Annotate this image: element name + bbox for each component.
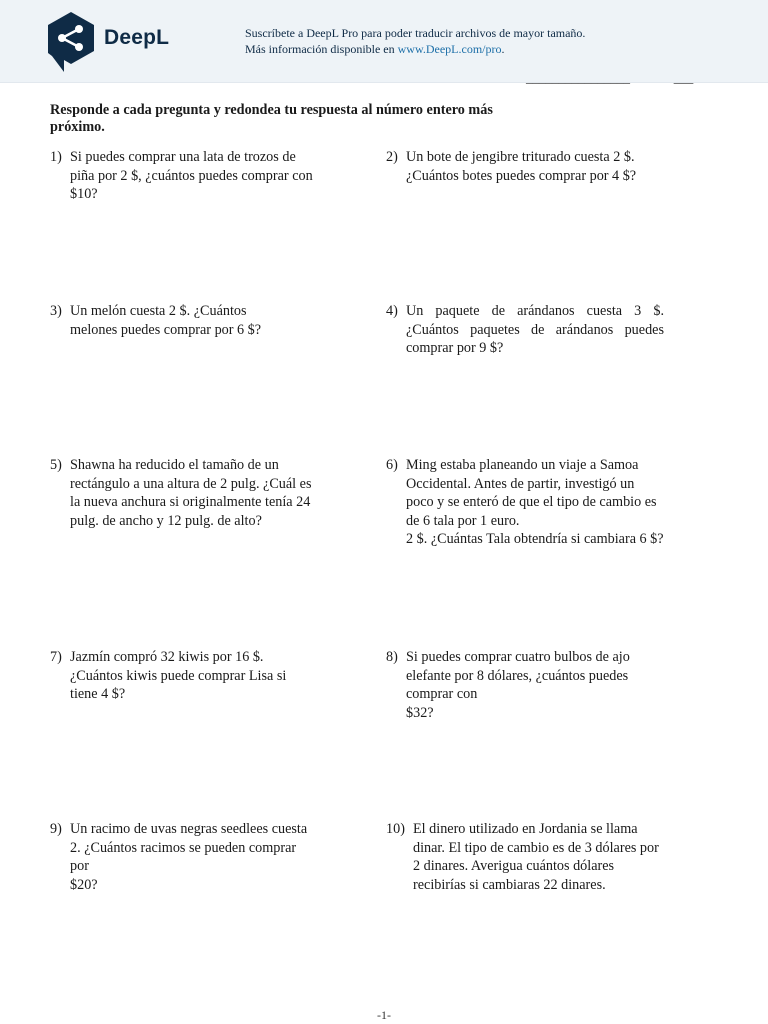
problem-line: tiene 4 $? [70, 686, 126, 702]
problem-line: El dinero utilizado en Jordania se llama [413, 821, 638, 837]
problem-line: pulg. de ancho y 12 pulg. de alto? [70, 512, 262, 529]
problem-number: 1) [50, 149, 62, 165]
deepl-brand-name: DeepL [104, 26, 170, 49]
problem-line: Un paquete de arándanos cuesta 3 $. [406, 303, 664, 319]
problem-number: 10) [386, 821, 405, 837]
problem-line: Un racimo de uvas negras seedlees cuesta [70, 821, 308, 837]
problem-line: comprar por 9 $? [406, 340, 504, 356]
problem-line: melones puedes comprar por 6 $? [70, 321, 262, 338]
problem-line: ¿Cuántos kiwis puede comprar Lisa si [70, 667, 287, 684]
problem-line: piña por 2 $, ¿cuántos puedes comprar con [70, 167, 313, 184]
problem-number: 6) [386, 457, 398, 473]
problem-number: 5) [50, 457, 62, 473]
deepl-logo-icon [44, 10, 98, 74]
promo-line-1: Suscríbete a DeepL Pro para poder traducir archivos de mayor tamaño. [245, 26, 586, 40]
problem-line: Shawna ha reducido el tamaño de un [70, 457, 279, 473]
problem-line: 2 dinares. Averigua cuántos dólares [413, 858, 615, 874]
problem-text [406, 148, 686, 185]
problem-line: Ming estaba planeando un viaje a Samoa [406, 457, 639, 473]
problem-line: 2 $. ¿Cuántas Tala obtendría si cambiara 6 $? [406, 531, 664, 547]
problem-line: Si puedes comprar una lata de trozos de [70, 149, 296, 165]
problem-text [406, 648, 686, 722]
problem-5 [50, 456, 340, 530]
deepl-pro-link[interactable]: www.DeepL.com/pro [397, 42, 502, 56]
problem-line: Si puedes comprar cuatro bulbos de ajo [406, 649, 630, 665]
problem-line: ¿Cuántos botes puedes comprar por 4 $? [406, 167, 637, 184]
deepl-promo-text [245, 25, 585, 57]
problem-line: $20? [70, 876, 98, 893]
problem-text [406, 302, 664, 358]
problem-1 [50, 148, 340, 204]
problem-line: elefante por 8 dólares, ¿cuántos puedes [406, 667, 629, 684]
problem-text [70, 820, 340, 894]
deepl-banner [0, 0, 768, 83]
problem-10 [386, 820, 686, 894]
problem-2 [386, 148, 686, 185]
problem-text [70, 456, 340, 530]
problem-text [70, 148, 340, 204]
problem-text [406, 456, 696, 549]
problem-line: poco y se enteró de que el tipo de cambio es [406, 494, 657, 510]
problem-line: Un melón cuesta 2 $. ¿Cuántos [70, 303, 247, 319]
problem-line: por [70, 858, 89, 874]
problem-line: Occidental. Antes de partir, investigó un [406, 475, 635, 492]
problem-4 [386, 302, 664, 358]
instructions: Responde a cada pregunta y redondea tu respuesta al número entero más próximo. [50, 102, 493, 135]
problem-9 [50, 820, 340, 894]
promo-line-2 [245, 41, 585, 57]
page-number: -1- [377, 1008, 391, 1022]
problem-number: 2) [386, 149, 398, 165]
problem-7 [50, 648, 340, 704]
problem-line: de 6 tala por 1 euro. [406, 512, 520, 529]
promo-line-2-prefix: Más información disponible en [245, 42, 398, 56]
problem-line: comprar con [406, 686, 478, 702]
problem-line: rectángulo a una altura de 2 pulg. ¿Cuál es [70, 475, 312, 492]
problem-6 [386, 456, 696, 549]
problem-line: Jazmín compró 32 kiwis por 16 $. [70, 649, 264, 665]
problem-line: Un bote de jengibre triturado cuesta 2 $. [406, 149, 635, 165]
problem-line: ¿Cuántos paquetes de arándanos puedes [406, 321, 664, 338]
problem-text [70, 648, 340, 704]
promo-line-2-suffix: . [501, 42, 505, 56]
problem-line: $10? [70, 186, 98, 202]
problem-line: 2. ¿Cuántos racimos se pueden comprar [70, 839, 297, 856]
problem-number: 3) [50, 303, 62, 319]
problem-3 [50, 302, 340, 339]
problem-line: $32? [406, 704, 434, 721]
problem-line: la nueva anchura si originalmente tenía 24 [70, 494, 311, 510]
problem-line: recibirías si cambiaras 22 dinares. [413, 876, 606, 893]
problem-text [70, 302, 340, 339]
problem-line: dinar. El tipo de cambio es de 3 dólares por [413, 839, 659, 856]
problem-number: 4) [386, 303, 398, 319]
problem-number: 7) [50, 649, 62, 665]
problem-number: 8) [386, 649, 398, 665]
problem-8 [386, 648, 686, 722]
problem-text [413, 820, 686, 894]
problem-number: 9) [50, 821, 62, 837]
